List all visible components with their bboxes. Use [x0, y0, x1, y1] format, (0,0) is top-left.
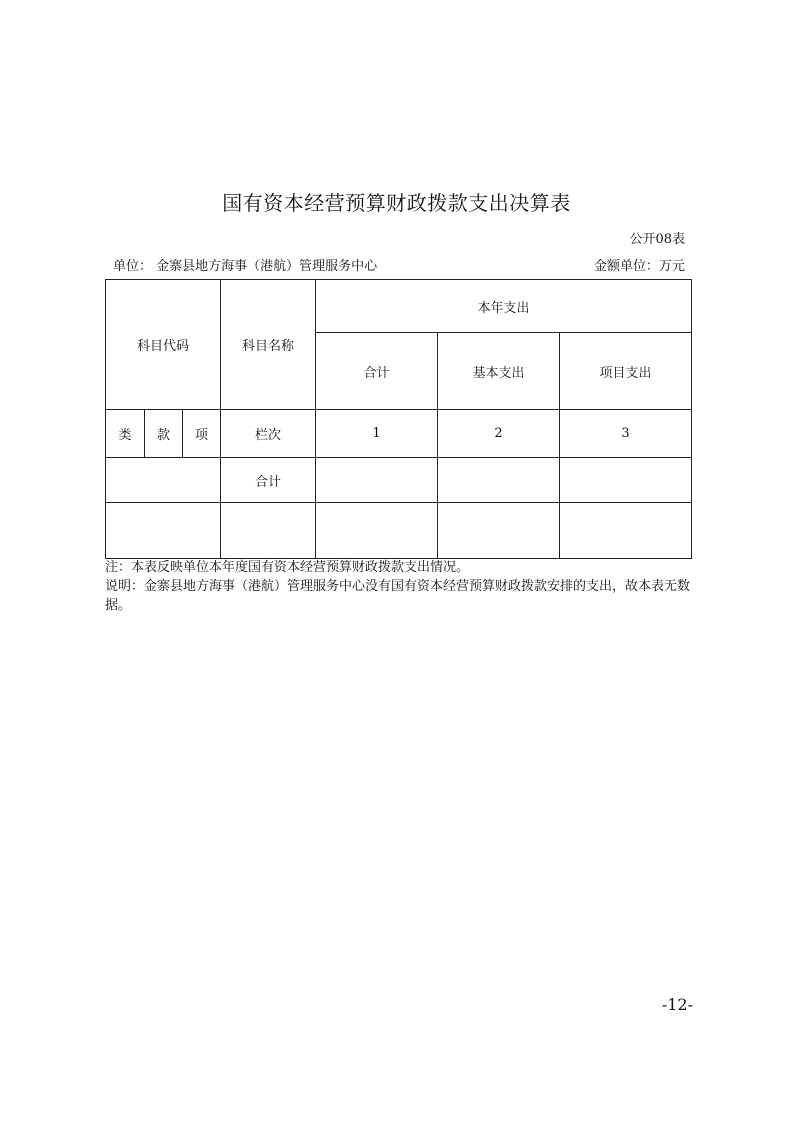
header-row-1	[106, 280, 692, 333]
col-lanci: 栏次	[221, 410, 316, 458]
col-no-3: 3	[560, 410, 692, 458]
empty-row-project	[560, 503, 692, 559]
unit-label: 单位： 金寨县地方海事（港航）管理服务中心	[113, 259, 378, 274]
total-row-total	[316, 458, 438, 503]
column-number-row	[106, 410, 692, 458]
page-title: 国有资本经营预算财政拨款支出决算表	[222, 191, 571, 215]
empty-row-basic	[438, 503, 560, 559]
col-lei: 类	[106, 410, 145, 458]
subject-code-header: 科目代码	[106, 280, 221, 410]
basic-expense-header: 基本支出	[438, 333, 560, 410]
subject-name-header: 科目名称	[221, 280, 316, 410]
total-header: 合计	[316, 333, 438, 410]
total-row-label: 合计	[221, 458, 316, 503]
total-row-basic	[438, 458, 560, 503]
col-no-2: 2	[438, 410, 560, 458]
empty-row-name	[221, 503, 316, 559]
form-number: 公开08表	[629, 232, 685, 247]
page-number: -12-	[661, 995, 693, 1014]
expense-table	[105, 279, 692, 559]
money-unit: 金额单位：万元	[593, 259, 685, 274]
current-year-expense-header: 本年支出	[316, 280, 692, 333]
explanation-text: 说明：金寨县地方海事（港航）管理服务中心没有国有资本经营预算财政拨款安排的支出，故本表无数据。	[105, 579, 691, 613]
empty-row-total	[316, 503, 438, 559]
project-expense-header: 项目支出	[560, 333, 692, 410]
note-text: 注：本表反映单位本年度国有资本经营预算财政拨款支出情况。	[105, 560, 470, 575]
empty-row-code	[106, 503, 221, 559]
total-row-code	[106, 458, 221, 503]
col-xiang: 项	[183, 410, 221, 458]
empty-data-row	[106, 503, 692, 559]
col-no-1: 1	[316, 410, 438, 458]
total-row	[106, 458, 692, 503]
col-kuan: 款	[145, 410, 183, 458]
total-row-project	[560, 458, 692, 503]
unit-line	[113, 255, 685, 274]
notes-block	[105, 558, 697, 615]
